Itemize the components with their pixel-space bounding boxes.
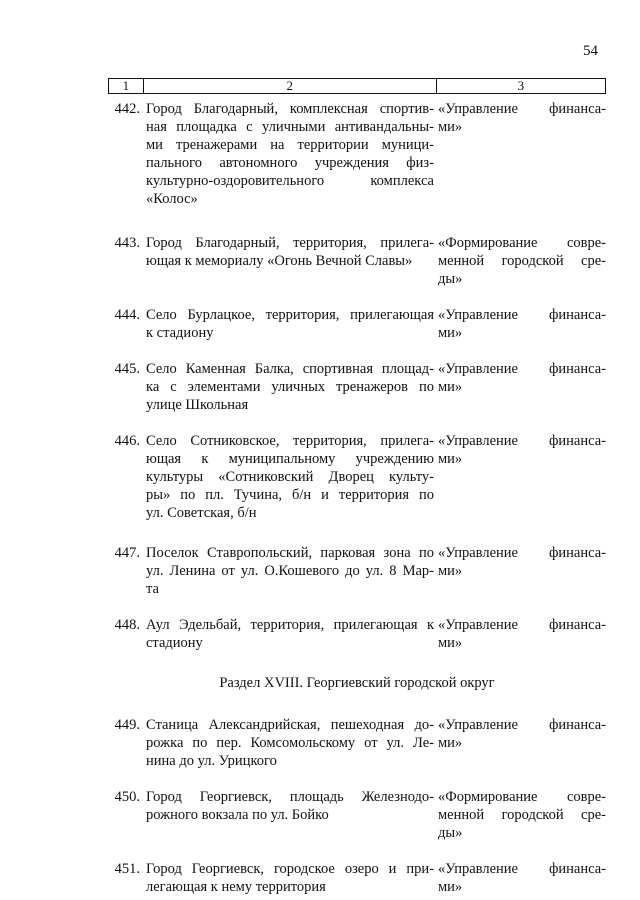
program-line: ми»: [438, 563, 463, 579]
description-line: Село Бурлацкое, территория, прилегающая: [146, 307, 434, 323]
row-description: [144, 544, 434, 598]
column-header-1: 1: [109, 79, 144, 93]
row-number: 450.: [114, 789, 140, 805]
description-line: ул. Советская, б/н: [146, 505, 257, 521]
program-line: «Формирование совре-: [438, 789, 606, 805]
row-program: [434, 432, 606, 522]
section-title: Раздел XVIII. Георгиевский городской округ: [219, 675, 495, 691]
program-line: «Управление финанса-: [438, 545, 606, 561]
table-row: [108, 234, 606, 288]
description-line: Аул Эдельбай, территория, прилегающая к: [146, 617, 434, 633]
program-line: ми»: [438, 879, 463, 895]
table-row: [108, 860, 606, 896]
row-description: [144, 100, 434, 208]
row-program: [434, 234, 606, 288]
row-number: 447.: [114, 545, 140, 561]
description-line: культуры «Сотниковский Дворец культу-: [146, 469, 434, 485]
program-line: «Управление финанса-: [438, 101, 606, 117]
description-line: Станица Александрийская, пешеходная до-: [146, 717, 434, 733]
row-number: 449.: [114, 717, 140, 733]
table-row: [108, 100, 606, 208]
program-line: менной городской сре-: [438, 253, 606, 269]
table-row: [108, 432, 606, 522]
description-line: Поселок Ставропольский, парковая зона по: [146, 545, 434, 561]
description-line: культурно-оздоровительного комплекса: [146, 173, 434, 189]
description-line: рожка по пер. Комсомольскому от ул. Ле-: [146, 735, 434, 751]
table-body: [108, 96, 606, 896]
row-program: [434, 544, 606, 598]
program-line: «Управление финанса-: [438, 361, 606, 377]
row-number: 446.: [114, 433, 140, 449]
row-description: [144, 788, 434, 842]
program-line: «Управление финанса-: [438, 861, 606, 877]
row-program: [434, 616, 606, 652]
table-row: [108, 306, 606, 342]
description-line: Город Благодарный, комплексная спортив-: [146, 101, 434, 117]
description-line: стадиону: [146, 635, 203, 651]
description-line: рожного вокзала по ул. Бойко: [146, 807, 329, 823]
program-line: ми»: [438, 451, 463, 467]
description-line: ная площадка с уличными антивандальны-: [146, 119, 434, 135]
row-description: [144, 616, 434, 652]
row-number: 443.: [114, 235, 140, 251]
description-line: ры» по пл. Тучина, б/н и территория по: [146, 487, 434, 503]
program-line: «Управление финанса-: [438, 617, 606, 633]
column-header-2: 2: [144, 79, 437, 93]
program-line: ми»: [438, 735, 463, 751]
description-line: ющая к мемориалу «Огонь Вечной Славы»: [146, 253, 413, 269]
program-line: ми»: [438, 325, 463, 341]
row-program: [434, 306, 606, 342]
description-line: та: [146, 581, 159, 597]
program-line: ми»: [438, 119, 463, 135]
program-line: «Управление финанса-: [438, 433, 606, 449]
description-line: Город Георгиевск, площадь Железнодо-: [146, 789, 434, 805]
row-program: [434, 788, 606, 842]
row-number: 445.: [114, 361, 140, 377]
description-line: Город Георгиевск, городское озеро и при-: [146, 861, 434, 877]
table-row: [108, 716, 606, 770]
description-line: ми тренажерами на территории муници-: [146, 137, 434, 153]
program-line: менной городской сре-: [438, 807, 606, 823]
row-description: [144, 360, 434, 414]
row-description: [144, 716, 434, 770]
description-line: ка с элементами уличных тренажеров по: [146, 379, 434, 395]
row-program: [434, 716, 606, 770]
row-description: [144, 306, 434, 342]
page-number: 54: [583, 43, 598, 59]
table-row: [108, 788, 606, 842]
row-program: [434, 360, 606, 414]
program-line: ды»: [438, 271, 463, 287]
row-program: [434, 100, 606, 208]
description-line: ул. Ленина от ул. О.Кошевого до ул. 8 Мар-: [146, 563, 434, 579]
program-line: «Управление финанса-: [438, 307, 606, 323]
description-line: Село Сотниковское, территория, прилега-: [146, 433, 434, 449]
description-line: Село Каменная Балка, спортивная площад-: [146, 361, 434, 377]
row-number: 448.: [114, 617, 140, 633]
row-description: [144, 432, 434, 522]
program-line: «Формирование совре-: [438, 235, 606, 251]
row-number: 444.: [114, 307, 140, 323]
program-line: ми»: [438, 379, 463, 395]
description-line: легающая к нему территория: [146, 879, 326, 895]
row-description: [144, 234, 434, 288]
description-line: ющая к муниципальному учреждению: [146, 451, 434, 467]
description-line: к стадиону: [146, 325, 214, 341]
row-number: 451.: [114, 861, 140, 877]
description-line: «Колос»: [146, 191, 198, 207]
table-row: [108, 616, 606, 652]
program-line: «Управление финанса-: [438, 717, 606, 733]
column-header-3: 3: [517, 78, 525, 93]
row-description: [144, 860, 434, 896]
table-row: [108, 544, 606, 598]
program-line: ми»: [438, 635, 463, 651]
table-row: [108, 360, 606, 414]
description-line: нина до ул. Урицкого: [146, 753, 277, 769]
table-header: [108, 78, 606, 94]
program-line: ды»: [438, 825, 463, 841]
description-line: пального автономного учреждения физ-: [146, 155, 434, 171]
row-program: [434, 860, 606, 896]
description-line: Город Благодарный, территория, прилега-: [146, 235, 434, 251]
row-number: 442.: [114, 101, 140, 117]
description-line: улице Школьная: [146, 397, 249, 413]
